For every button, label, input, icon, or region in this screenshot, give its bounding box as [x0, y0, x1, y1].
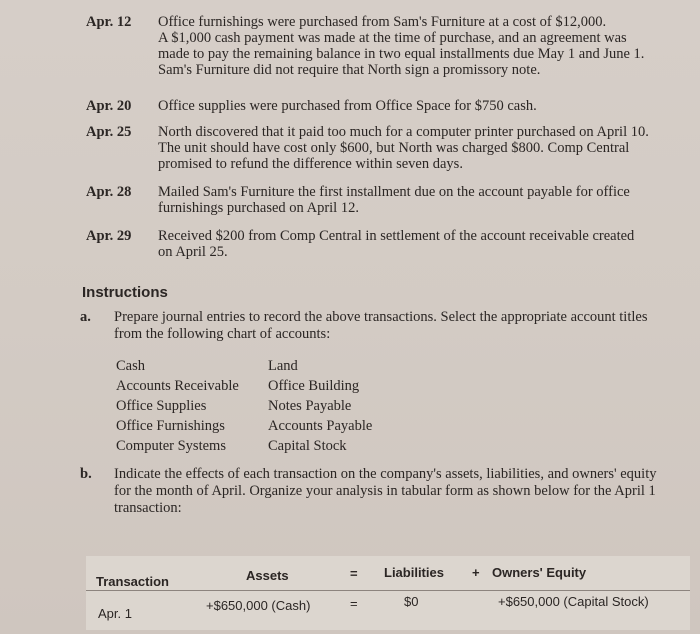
transaction-date: Apr. 28 — [86, 184, 132, 200]
account-title: Office Supplies — [116, 398, 207, 414]
transaction-description — [158, 14, 688, 78]
header-transaction: Transaction — [96, 574, 169, 589]
part-line: for the month of April. Organize your analysis in tabular form as shown below for the April 1 — [114, 483, 656, 499]
part-text — [114, 466, 696, 517]
description-line: promised to refund the difference within seven days. — [158, 156, 463, 172]
part-text — [114, 309, 696, 343]
part-letter: a. — [80, 309, 91, 325]
row-transaction: Apr. 1 — [98, 606, 132, 621]
row-assets: +$650,000 (Cash) — [206, 598, 311, 613]
header-liabilities: Liabilities — [384, 565, 444, 580]
header-plus: + — [472, 565, 480, 580]
transaction-date: Apr. 29 — [86, 228, 132, 244]
transaction-description — [158, 228, 688, 260]
header-equals: = — [350, 566, 358, 581]
account-title: Accounts Receivable — [116, 378, 239, 394]
description-line: on April 25. — [158, 244, 228, 260]
part-line: transaction: — [114, 500, 182, 516]
transaction-description — [158, 98, 688, 114]
account-title: Computer Systems — [116, 438, 226, 454]
part-line: from the following chart of accounts: — [114, 326, 331, 342]
header-assets: Assets — [246, 568, 289, 583]
description-line: Office supplies were purchased from Office Space for $750 cash. — [158, 98, 537, 114]
instructions-heading: Instructions — [82, 284, 168, 301]
header-rule — [86, 590, 690, 591]
description-line: Received $200 from Comp Central in settlement of the account receivable created — [158, 228, 635, 244]
account-title: Office Building — [268, 378, 360, 394]
accounting-equation-table — [86, 556, 690, 630]
description-line: made to pay the remaining balance in two equal installments due May 1 and June 1. — [158, 46, 645, 62]
description-line: A $1,000 cash payment was made at the time of purchase, and an agreement was — [158, 30, 627, 46]
description-line: Sam's Furniture did not require that North sign a promissory note. — [158, 62, 541, 78]
transaction-date: Apr. 20 — [86, 98, 132, 114]
description-line: Mailed Sam's Furniture the first installment due on the account payable for office — [158, 184, 630, 200]
transaction-description — [158, 184, 688, 216]
accounts-column-left — [116, 356, 239, 456]
transaction-description — [158, 124, 688, 172]
part-line: Prepare journal entries to record the above transactions. Select the appropriate account titles — [114, 309, 648, 325]
accounts-column-right — [268, 356, 372, 456]
description-line: furnishings purchased on April 12. — [158, 200, 359, 216]
row-equals: = — [350, 596, 358, 611]
transaction-date: Apr. 25 — [86, 124, 132, 140]
account-title: Notes Payable — [268, 398, 352, 414]
header-owners-equity: Owners' Equity — [492, 565, 587, 580]
account-title: Capital Stock — [268, 438, 347, 454]
description-line: Office furnishings were purchased from Sam's Furniture at a cost of $12,000. — [158, 14, 607, 30]
description-line: The unit should have cost only $600, but North was charged $800. Comp Central — [158, 140, 630, 156]
row-owners-equity: +$650,000 (Capital Stock) — [498, 594, 649, 609]
row-liabilities: $0 — [404, 594, 419, 609]
account-title: Accounts Payable — [268, 418, 373, 434]
account-title: Cash — [116, 358, 145, 374]
part-letter: b. — [80, 466, 92, 482]
account-title: Office Furnishings — [116, 418, 225, 434]
description-line: North discovered that it paid too much for a computer printer purchased on April 10. — [158, 124, 649, 140]
account-title: Land — [268, 358, 298, 374]
transaction-date: Apr. 12 — [86, 14, 132, 30]
part-line: Indicate the effects of each transaction on the company's assets, liabilities, and owners' equity — [114, 466, 657, 482]
